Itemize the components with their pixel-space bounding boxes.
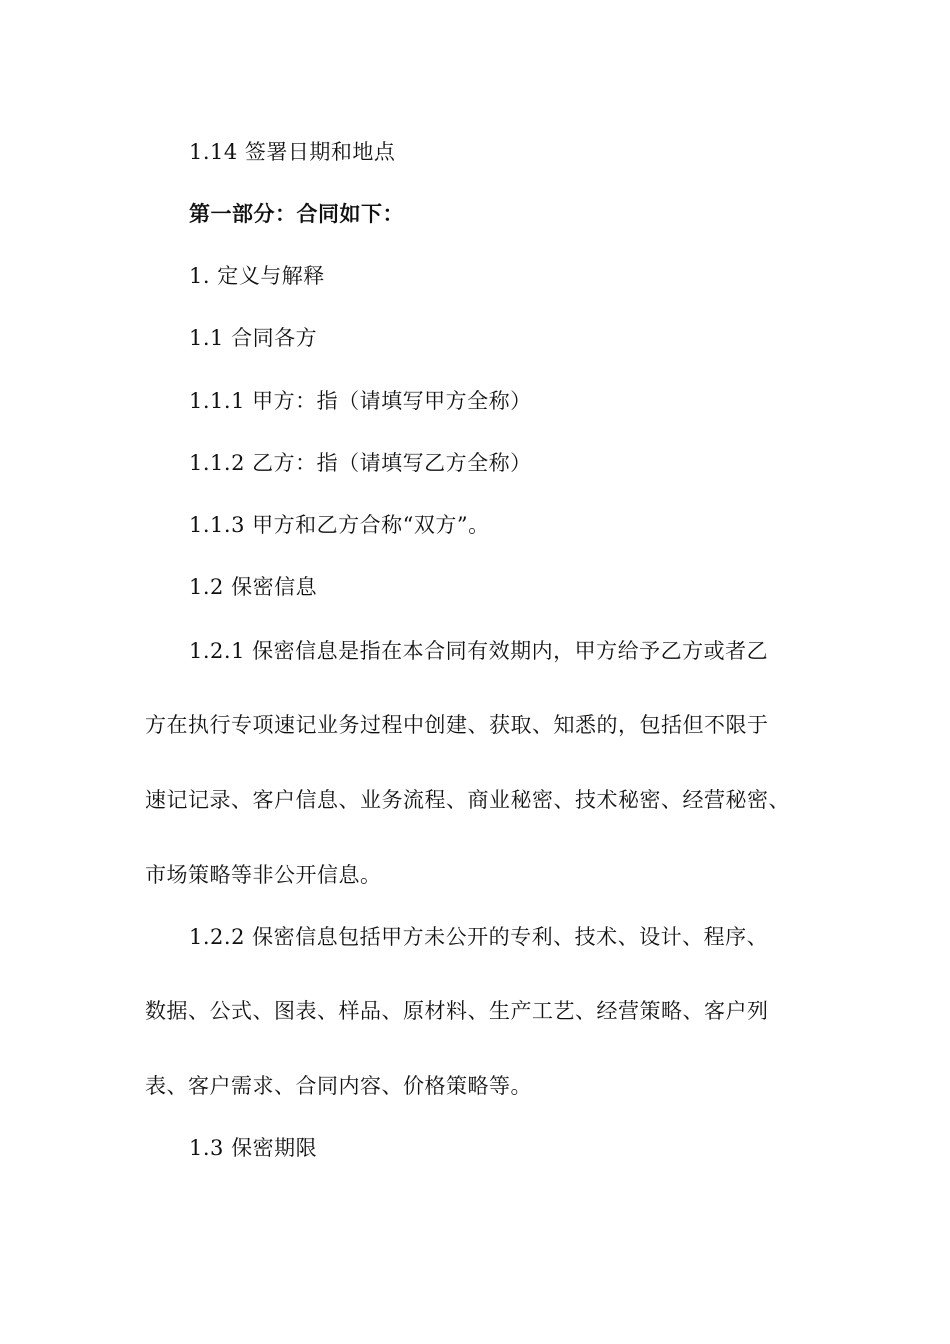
section-1-heading: 1. 定义与解释 (189, 264, 325, 288)
clause-1-2-2-line-3: 表、客户需求、合同内容、价格策略等。 (145, 1074, 532, 1098)
clause-1-14: 1.14 签署日期和地点 (189, 140, 396, 164)
clause-1-1-3: 1.1.3 甲方和乙方合称“双方”。 (189, 513, 490, 537)
clause-1-2-2-line-2: 数据、公式、图表、样品、原材料、生产工艺、经营策略、客户列 (145, 999, 769, 1023)
clause-1-2-1-line-4: 市场策略等非公开信息。 (145, 863, 382, 887)
clause-1-2-1-line-1: 1.2.1 保密信息是指在本合同有效期内，甲方给予乙方或者乙 (189, 639, 769, 663)
part-one-heading: 第一部分：合同如下： (189, 202, 404, 226)
clause-1-2-1-line-3: 速记记录、客户信息、业务流程、商业秘密、技术秘密、经营秘密、 (145, 788, 790, 812)
clause-1-2-1-line-2: 方在执行专项速记业务过程中创建、获取、知悉的，包括但不限于 (145, 713, 769, 737)
clause-1-3-heading: 1.3 保密期限 (189, 1136, 318, 1160)
clause-1-1-heading: 1.1 合同各方 (189, 326, 318, 350)
clause-1-2-2-line-1: 1.2.2 保密信息包括甲方未公开的专利、技术、设计、程序、 (189, 925, 769, 949)
clause-1-1-1: 1.1.1 甲方：指（请填写甲方全称） (189, 389, 532, 413)
clause-1-1-2: 1.1.2 乙方：指（请填写乙方全称） (189, 451, 532, 475)
clause-1-2-heading: 1.2 保密信息 (189, 575, 318, 599)
